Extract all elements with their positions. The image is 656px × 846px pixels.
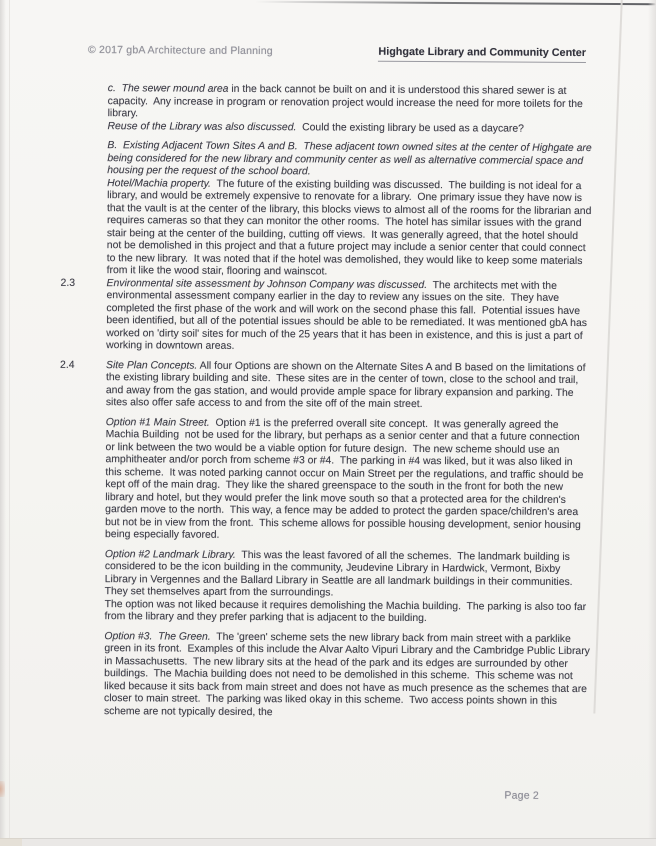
paragraph-body-text: The 'green' scheme sets the new library back from main street with a parklike green in its front. Examples of this include the Alvar Aalto Vipuri Library and the Cambridge Public Library in Massachusetts. The new library sits at the head of the park and its edges are surrounded by other buildings. The Machia building does not need to be demolished in this scheme. This scheme was not liked because it sits back from main street and does not have as much presence as the schemes that are closer to main street. The parking was liked okay in this scheme. Two access points shown in this scheme are not typically desired, the <box>103 631 593 718</box>
section-number: 2.4 <box>60 359 75 371</box>
paragraph-body-text: Option #1 is the preferred overall site concept. It was generally agreed the Machia Building not be used for the library, but perhaps as a senior center and that a future connection or link between the two would be a viable option for future design. The new scheme should use an amphitheater and/or porch from scheme #3 or #4. The parking in #4 was liked, but it was also liked in this scheme. It was noted parking cannot occur on Main Street per the regulations, and traffic should be kept off of the main drag. They like the shared greenspace to the south in the front for both the new library and hotel, but they would prefer the link move south so that a protected area for the children's garden move to the north. This way, a fence may be added to protect the garden space/children's area but not be in view from the front. This scheme allows for possible housing development, senior housing being especially favored. <box>105 417 587 541</box>
paragraph-lead-italic: Hotel/Machia property. <box>107 177 211 190</box>
paragraph-text <box>104 631 591 721</box>
paragraph-block <box>61 177 594 280</box>
document-title: Highgate Library and Community Center <box>378 46 586 63</box>
paragraph-lead-italic: Option #2 Landmark Library. <box>104 548 236 561</box>
paragraph-lead-italic: Option #3. The Green. <box>104 630 211 643</box>
section-number <box>59 416 106 541</box>
section-number <box>61 177 108 277</box>
paragraph-text <box>108 83 594 123</box>
document-body <box>0 82 656 721</box>
paragraph-block <box>60 277 592 355</box>
section-number <box>61 140 107 178</box>
paragraph-lead-italic: Environmental site assessment by Johnson Company was discussed. <box>106 277 428 291</box>
paragraph-block <box>58 630 591 721</box>
paragraph-text <box>106 278 592 356</box>
paragraph-text <box>107 178 594 281</box>
section-number: 2.3 <box>60 277 76 289</box>
paragraph-body-text: The future of the existing building was discussed. The building is not ideal for a library, and would be extremely expensive to renovate for a library. One primary issue they have now is that the vault is at the center of the library, this blocks views to almost all of the rooms for the librarian and requires cameras so that they can monitor the other rooms. The hotel has similar issues with the grand stair being at the center of the building, cutting off views. It was generally agreed, that the hotel should not be demolished in this project and that a future project may include a senior center that could connect to the new library. It was noted that if the hotel was demolished, they would like to keep some materials from it like the wood stair, flooring and wainscot. <box>106 178 595 278</box>
copyright-text: © 2017 gbA Architecture and Planning <box>87 43 273 58</box>
section-number <box>58 630 105 718</box>
paragraph-body-text: All four Options are shown on the Alternate Sites A and B based on the limitations of the existing library building and site. These sites are in the center of town, close to the school and trail, and away from the gas station, and would provide ample space for library expansion and parking. The sites also offer safe access to and from the site off of the main street. <box>105 360 589 411</box>
paragraph-lead-italic: B. Existing Adjacent Town Sites A and B. These adjacent town owned sites at the center of Highgate are being considered for the new library and community center as well as alternative commercial space and housing per the request of the school board. <box>107 140 595 178</box>
paragraph-text <box>107 140 593 180</box>
section-number <box>58 548 104 623</box>
paragraph-text <box>107 121 593 136</box>
paragraph-text <box>105 417 592 545</box>
paragraph-body-text: The architects met with the environmental assessment company earlier in the day to review any issues on the site. They have completed the first phase of the work and will work on the second phase this fall. Potential issues have been identified, but all of the potential issues should be able to be remediated. It was mentioned gbA has worked on 'dirty soil' sites for much of the 25 years that it has been in existence, and this is just a part of working in downtown areas. <box>106 279 590 352</box>
paragraph-lead-italic: Site Plan Concepts. <box>106 359 198 372</box>
paragraph-lead-italic: Reuse of the Library was also discussed. <box>107 120 297 133</box>
paragraph-block <box>61 140 593 181</box>
paragraph-body-text: Could the existing library be used as a daycare? <box>296 121 524 135</box>
page-number: Page 2 <box>504 789 539 802</box>
paragraph-lead-italic: Option #1 Main Street. <box>105 416 210 429</box>
paragraph-text <box>104 549 590 627</box>
paragraph-text <box>106 360 592 413</box>
paragraph-block <box>59 416 592 544</box>
page-header <box>0 0 656 63</box>
paragraph-body-text: in the back cannot be built on and it is understood this shared sewer is at capacity. Any increase in program or renovation project would increase the need for more toilets for the library. <box>107 83 586 120</box>
paragraph-block <box>60 359 592 412</box>
section-number <box>61 120 107 133</box>
paragraph-block <box>62 83 594 124</box>
paragraph-block <box>61 120 593 136</box>
paragraph-lead-italic: c. The sewer mound area <box>107 83 229 95</box>
paragraph-body-text: This was the least favored of all the schemes. The landmark building is considered to be the icon building in the community, Jeudevine Library in Hardwick, Vermont, Bixby Library in Vergennes and the Ballard Library in Seattle are all landmark buildings in their communities. They set themselves apart from the surroundings. The option was not liked because it requires demolishing the Machia building. The parking is also too far from the library and they prefer parking that is adjacent to the building. <box>104 549 590 625</box>
paragraph-block <box>58 548 590 626</box>
section-number <box>62 83 108 121</box>
